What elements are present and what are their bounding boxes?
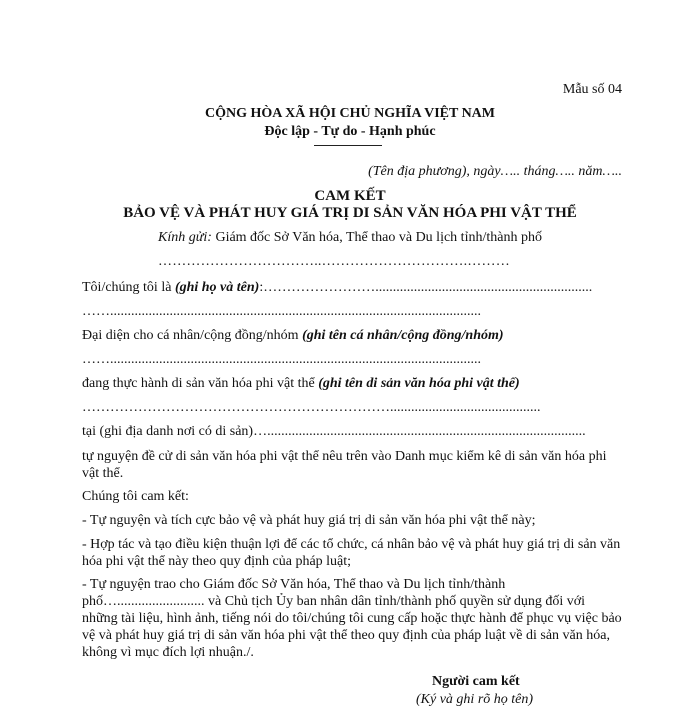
commitment-item-2: - Hợp tác và tạo điều kiện thuận lợi để các tổ chức, cá nhân bảo vệ và phát huy giá trị di sản văn hóa phi vật thể này theo quy định của pháp luật; bbox=[82, 537, 621, 569]
name-field bbox=[82, 280, 592, 296]
document-title: CAM KẾT bbox=[314, 188, 386, 204]
practice-field bbox=[82, 376, 520, 392]
recipient-line bbox=[0, 230, 700, 246]
recipient-label: Kính gửi: bbox=[158, 230, 212, 245]
practice-hint: (ghi tên di sản văn hóa phi vật thể) bbox=[318, 376, 520, 391]
recipient-fill-line: ……………………………..………………………….……… bbox=[158, 254, 510, 269]
practice-fill-line: …………………………………………………………........................................... bbox=[82, 400, 541, 415]
name-hint: (ghi họ và tên) bbox=[174, 280, 260, 295]
representative-fill-line: …….......................................................................................................... bbox=[82, 352, 481, 367]
commitment-intro: Chúng tôi cam kết: bbox=[82, 489, 189, 504]
name-fill: :…………………….............................................................. bbox=[259, 280, 593, 295]
national-title: CỘNG HÒA XÃ HỘI CHỦ NGHĨA VIỆT NAM bbox=[204, 106, 495, 121]
location-field bbox=[82, 424, 586, 440]
commitment-item-3: - Tự nguyện trao cho Giám đốc Sở Văn hóa, Thể thao và Du lịch tỉnh/thành phố…......................... và Chủ tịch Ủy ban nhân dân tỉnh/thành phố quyền sử dụng đối với những tài liệu, hình ảnh, tiếng nói do tôi/chúng tôi cung cấp hoặc thực hành để phục vụ việc bảo vệ và phát huy giá trị di sản văn hóa phi vật thể theo quy định của pháp luật về di sản văn hóa, không vì mục đích lợi nhuận./. bbox=[82, 577, 622, 660]
form-number: Mẫu số 04 bbox=[562, 82, 622, 97]
motto-underline bbox=[314, 145, 382, 146]
proposal-paragraph: tự nguyện đề cử di sản văn hóa phi vật thể nêu trên vào Danh mục kiểm kê di sản văn hóa phi vật thể. bbox=[82, 449, 607, 481]
national-motto: Độc lập - Tự do - Hạnh phúc bbox=[264, 124, 436, 139]
signer-title: Người cam kết bbox=[432, 674, 520, 689]
representative-hint: (ghi tên cá nhân/cộng đồng/nhóm) bbox=[302, 328, 504, 343]
commitment-item-1: - Tự nguyện và tích cực bảo vệ và phát huy giá trị di sản văn hóa phi vật thể này; bbox=[82, 513, 536, 528]
signer-note: (Ký và ghi rõ họ tên) bbox=[416, 692, 534, 707]
document-subtitle: BẢO VỆ VÀ PHÁT HUY GIÁ TRỊ DI SẢN VĂN HÓA PHI VẬT THỂ bbox=[123, 205, 577, 221]
place-date-line: (Tên địa phương), ngày….. tháng….. năm….. bbox=[368, 164, 622, 179]
representative-label: Đại diện cho cá nhân/cộng đồng/nhóm bbox=[82, 328, 303, 343]
representative-field bbox=[82, 328, 504, 344]
name-label: Tôi/chúng tôi là bbox=[82, 280, 175, 295]
practice-label: đang thực hành di sản văn hóa phi vật thể bbox=[82, 376, 319, 391]
name-fill-line-2: …….......................................................................................................... bbox=[82, 304, 481, 319]
location-fill: …........................................................................................... bbox=[253, 424, 586, 439]
recipient-value: Giám đốc Sở Văn hóa, Thể thao và Du lịch tỉnh/thành phố bbox=[215, 230, 542, 245]
location-label: tại (ghi địa danh nơi có di sản) bbox=[82, 424, 254, 439]
